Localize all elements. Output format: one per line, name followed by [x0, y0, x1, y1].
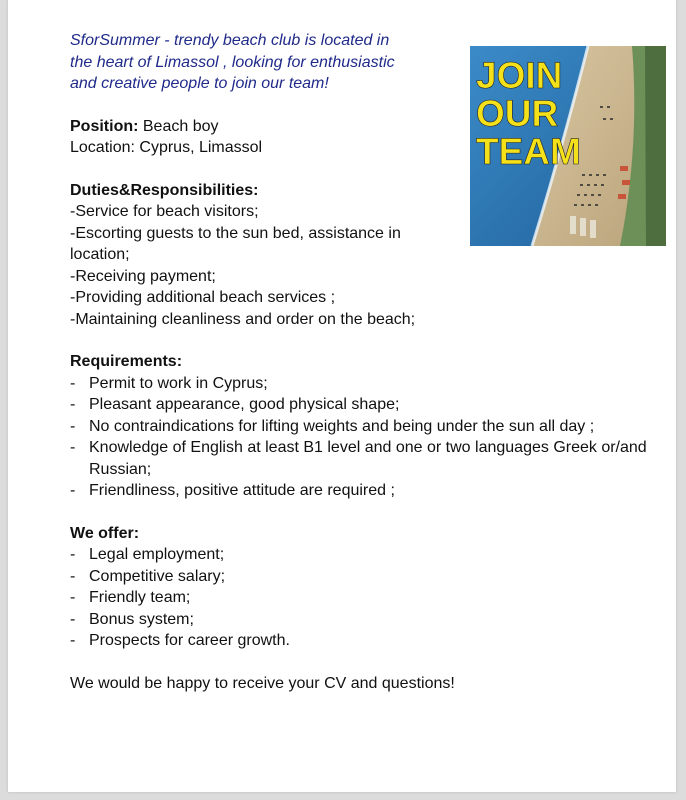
list-item: [70, 587, 660, 609]
list-item: [70, 566, 660, 588]
join-our-team-poster: [470, 46, 666, 246]
poster-line-1: JOIN: [476, 55, 563, 96]
closing-line: We would be happy to receive your CV and questions!: [70, 674, 455, 692]
list-item-text: Legal employment;: [89, 546, 225, 563]
requirements-section: [70, 351, 660, 502]
dash-bullet: -: [70, 439, 76, 456]
list-item-text: Friendly team;: [89, 589, 191, 606]
list-item: [70, 609, 660, 631]
list-item-text: Pleasant appearance, good physical shape;: [89, 396, 400, 413]
poster-line-2: OUR: [476, 93, 559, 134]
intro-line: the heart of Limassol , looking for enthusiastic: [70, 53, 395, 71]
list-item: -Receiving payment;: [70, 267, 216, 285]
offer-section: [70, 523, 660, 652]
dash-bullet: -: [70, 610, 76, 628]
requirements-list: [70, 373, 660, 502]
list-item: -Maintaining cleanliness and order on the beach;: [70, 310, 416, 328]
list-item: [70, 544, 660, 566]
list-item: [70, 630, 660, 652]
dash-bullet: -: [70, 632, 76, 649]
list-item: -Service for beach visitors;: [70, 203, 259, 220]
intro-line: and creative people to join our team!: [70, 75, 329, 92]
offer-list: [70, 544, 660, 652]
list-item: [70, 416, 660, 438]
list-item: [70, 437, 660, 480]
beach-aerial-image: [470, 46, 666, 246]
requirements-heading: Requirements:: [70, 353, 183, 370]
list-item: -Providing additional beach services ;: [70, 289, 336, 306]
duties-heading: Duties&Responsibilities:: [70, 181, 259, 199]
dash-bullet: -: [70, 546, 76, 563]
list-item: location;: [70, 246, 130, 263]
dash-bullet: -: [70, 417, 76, 435]
location-line: Location: Cyprus, Limassol: [70, 139, 263, 156]
intro-line: SforSummer - trendy beach club is located in: [70, 32, 390, 49]
list-item-text: Permit to work in Cyprus;: [89, 374, 268, 392]
dash-bullet: -: [70, 482, 76, 499]
list-item: [70, 480, 660, 502]
dash-bullet: -: [70, 396, 76, 413]
list-item: [70, 394, 660, 416]
list-item-text: Competitive salary;: [89, 567, 226, 585]
list-item: -Escorting guests to the sun bed, assistance in: [70, 224, 401, 242]
list-item-text: No contraindications for lifting weights and being under the sun all day ;: [89, 417, 595, 435]
list-item-text: Bonus system;: [89, 610, 194, 628]
dash-bullet: -: [70, 589, 76, 606]
position-value: Beach boy: [138, 117, 219, 135]
list-item-text: Knowledge of English at least B1 level and one or two languages Greek or/and Russian;: [89, 439, 647, 478]
list-item-text: Prospects for career growth.: [89, 632, 290, 649]
list-item: [70, 373, 660, 395]
dash-bullet: -: [70, 567, 76, 585]
position-label: Position:: [70, 117, 139, 135]
dash-bullet: -: [70, 374, 76, 392]
poster-line-3: TEAM: [476, 131, 581, 172]
intro-paragraph: [70, 30, 450, 95]
list-item-text: Friendliness, positive attitude are required ;: [89, 482, 395, 499]
offer-heading: We offer:: [70, 524, 140, 542]
document-page: [8, 0, 676, 792]
